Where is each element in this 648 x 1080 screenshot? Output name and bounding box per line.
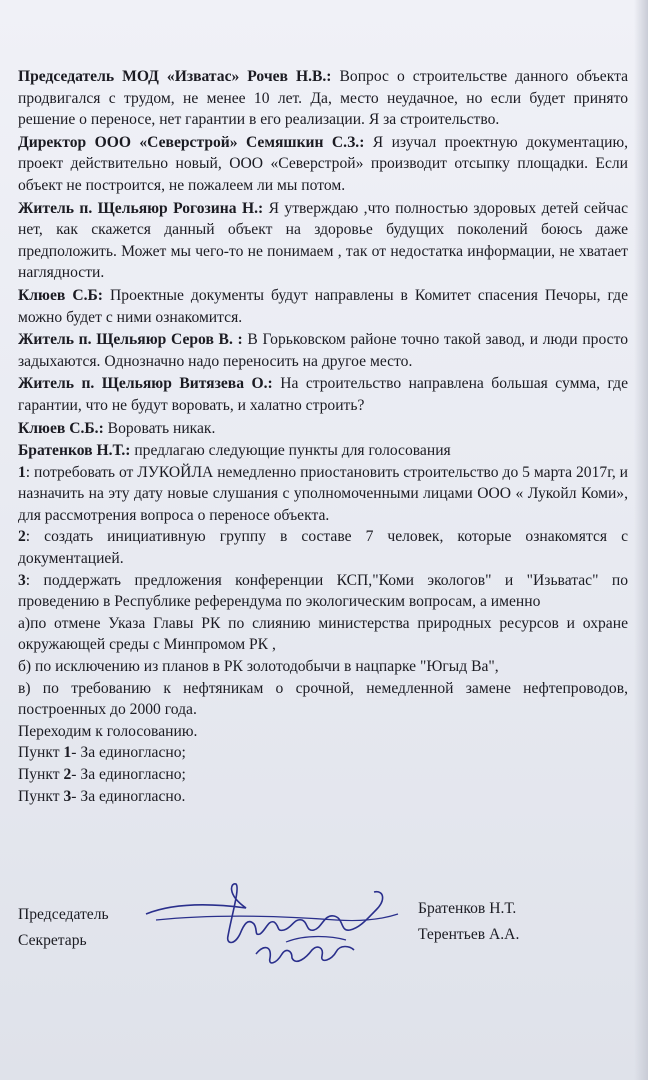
vote-result: - За единогласно.	[71, 787, 186, 805]
speech-1	[18, 66, 628, 131]
name-chairman: Братенков Н.Т.	[418, 900, 517, 917]
speaker-name: Клюев С.Б:	[18, 286, 103, 304]
vote-point-2	[18, 526, 628, 569]
speech-text: предлагаю следующие пункты для голосования	[130, 442, 451, 460]
speech-2	[18, 132, 628, 197]
vote-number: 2	[63, 766, 72, 783]
speech-text: Вопрос о строительстве данного объекта продвигался с трудом, не менее 10 лет. Да, место неудачное, но если будет принято решение о переносе, нет гарантии в его реализации. Я за строительство.	[18, 68, 628, 129]
point-text: : создать инициативную группу в составе 7 человек, которые ознакомятся с документацией.	[18, 528, 628, 568]
vote-point-3	[18, 570, 628, 613]
vote-number: 1	[63, 744, 72, 762]
speech-6	[18, 373, 628, 416]
vote-result: - За единогласно;	[71, 744, 186, 762]
role-secretary: Секретарь	[18, 932, 87, 949]
vote-label: Пункт	[18, 787, 64, 805]
vote-result-1	[18, 742, 628, 764]
voting-intro: Переходим к голосованию.	[18, 722, 198, 740]
point-number: 1	[18, 463, 26, 481]
vote-label: Пункт	[18, 744, 64, 762]
subpoint-b: б) по исключению из планов в РК золотодобычи в нацпарке "Югыд Ва",	[18, 658, 499, 676]
subpoint-a: а)по отмене Указа Главы РК по слиянию министерства природных ресурсов и охране окружающей среды с Минпромом РК ,	[18, 614, 628, 654]
speaker-name: Братенков Н.Т.:	[18, 442, 131, 460]
vote-point-1	[18, 462, 628, 527]
speaker-name: Директор ООО «Северстрой» Семяшкин С.З.:	[18, 133, 365, 151]
speaker-name: Житель п. Щельяюр Рогозина Н.:	[18, 199, 264, 217]
speech-5	[18, 329, 628, 372]
speech-3	[18, 198, 628, 284]
speaker-name: Житель п. Щельяюр Серов В. :	[18, 331, 243, 349]
speech-8	[18, 440, 628, 462]
speech-7	[18, 418, 628, 440]
speaker-name: Житель п. Щельяюр Витязева О.:	[18, 375, 273, 393]
point-number: 2	[18, 528, 26, 546]
name-secretary: Терентьев А.А.	[418, 926, 520, 943]
vote-result-3	[18, 786, 628, 808]
vote-result-2	[18, 764, 628, 786]
vote-label: Пункт	[18, 766, 64, 783]
speech-text: Воровать никак.	[103, 419, 216, 437]
signature-roles	[18, 902, 109, 954]
speech-text: Проектные документы будут направлены в Комитет спасения Печоры, где можно будет с ними ознакомится.	[18, 286, 629, 326]
speaker-name: Клюев С.Б.:	[18, 419, 104, 437]
vote-number: 3	[63, 787, 72, 805]
speech-4	[18, 285, 628, 328]
speech-text: На строительство направлена большая сумма, где гарантии, что не будут воровать, и халатно строить?	[18, 375, 628, 414]
signature-names	[418, 896, 519, 948]
signature-block	[18, 902, 628, 962]
vote-result: - За единогласно;	[71, 766, 186, 783]
subpoint-c: в) по требованию к нефтяникам о срочной, немедленной замене нефтепроводов, построенных до 2000 года.	[18, 679, 628, 719]
speaker-name: Председатель МОД «Изватас» Рочев Н.В.:	[18, 68, 332, 85]
speech-text: Я изучал проектную документацию, проект действительно новый, ООО «Северстрой» производит отсыпку площадки. Если объект не построится, не пожалеем ли мы потом.	[18, 133, 628, 194]
speech-text: Я утверждаю ,что полностью здоровых детей сейчас нет, как скажется данный объект на здоровье будущих поколений боюсь даже предположить. Может мы чего-то не понимаем , так от недостатка информации, не хватает наглядности.	[18, 199, 628, 282]
point-number: 3	[18, 571, 26, 589]
point-text: : поддержать предложения конференции КСП,"Коми экологов" и "Изьватас" по проведению в Республике референдума по экологическим вопросам, а именно	[18, 571, 628, 611]
speech-text: В Горьковском районе точно такой завод, и люди просто задыхаются. Однозначно надо переносить на другое место.	[18, 331, 628, 370]
role-chairman: Председатель	[18, 906, 109, 923]
handwritten-signature-icon	[136, 874, 406, 974]
point-text: : потребовать от ЛУКОЙЛА немедленно приостановить строительство до 5 марта 2017г, и назначить на эту дату новые слушания с уполномоченными лицами ООО « Лукойл Коми», для рассмотрения вопроса о переносе объекта.	[18, 463, 628, 524]
